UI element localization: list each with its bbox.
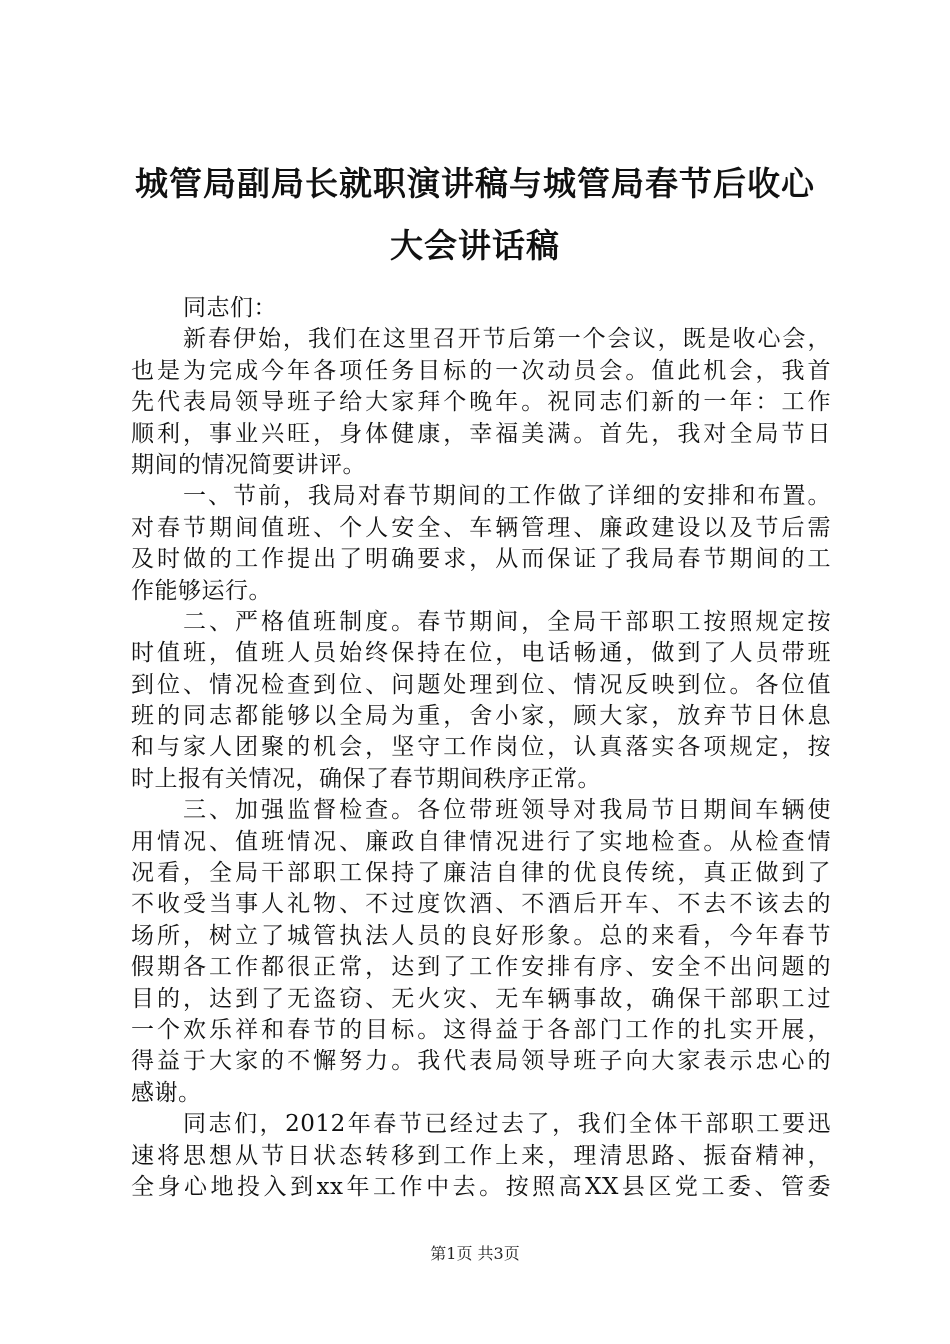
body-text-line: 时上报有关情况，确保了春节期间秩序正常。 <box>131 765 601 792</box>
body-text-line: 作能够运行。 <box>131 577 272 604</box>
body-text-line: 先代表局领导班子给大家拜个晚年。祝同志们新的一年：工作 <box>131 389 831 416</box>
body-text-line: 速将思想从节日状态转移到工作上来，理清思路、振奋精神， <box>131 1142 831 1169</box>
body-text-line: 场所，树立了城管执法人员的良好形象。总的来看，今年春节 <box>131 922 831 949</box>
body-text-line: 新春伊始，我们在这里召开节后第一个会议，既是收心会， <box>183 326 831 353</box>
body-text-line: 班的同志都能够以全局为重，舍小家，顾大家，放弃节日休息 <box>131 703 831 730</box>
body-text-line: 也是为完成今年各项任务目标的一次动员会。值此机会，我首 <box>131 357 831 384</box>
document-title-line-1: 城管局副局长就职演讲稿与城管局春节后收心 <box>135 164 815 203</box>
body-text-line: 假期各工作都很正常，达到了工作安排有序、安全不出问题的 <box>131 954 831 981</box>
body-text-line: 全身心地投入到xx年工作中去。按照高XX县区党工委、管委 <box>131 1173 831 1200</box>
body-text-line: 同志们： <box>183 295 277 321</box>
body-text-line: 用情况、值班情况、廉政自律情况进行了实地检查。从检查情 <box>131 828 831 855</box>
body-text-line: 目的，达到了无盗窃、无火灾、无车辆事故，确保干部职工过 <box>131 985 831 1012</box>
body-text-line: 期间的情况简要讲评。 <box>131 451 366 478</box>
body-text-line: 及时做的工作提出了明确要求，从而保证了我局春节期间的工 <box>131 546 831 573</box>
body-text-line: 时值班，值班人员始终保持在位，电话畅通，做到了人员带班 <box>131 640 831 667</box>
body-text-line: 不收受当事人礼物、不过度饮酒、不酒后开车、不去不该去的 <box>131 891 831 918</box>
body-text-line: 况看，全局干部职工保持了廉洁自律的优良传统，真正做到了 <box>131 860 831 887</box>
document-body <box>131 293 831 1203</box>
body-text-line: 三、加强监督检查。各位带班领导对我局节日期间车辆使 <box>183 797 831 824</box>
body-text-line: 一、节前，我局对春节期间的工作做了详细的安排和布置。 <box>183 483 831 510</box>
page-footer: 第1页 共3页 <box>430 1244 520 1263</box>
body-text-line: 同志们，2012年春节已经过去了，我们全体干部职工要迅 <box>183 1111 831 1138</box>
body-text-line: 到位、情况检查到位、问题处理到位、情况反映到位。各位值 <box>131 671 831 698</box>
body-text-line: 顺利，事业兴旺，身体健康，幸福美满。首先，我对全局节日 <box>131 420 831 447</box>
body-text-line: 对春节期间值班、个人安全、车辆管理、廉政建设以及节后需 <box>131 514 831 541</box>
document-title-line-2: 大会讲话稿 <box>390 226 560 265</box>
body-text-line: 一个欢乐祥和春节的目标。这得益于各部门工作的扎实开展， <box>131 1016 831 1043</box>
body-text-line: 和与家人团聚的机会，坚守工作岗位，认真落实各项规定，按 <box>131 734 831 761</box>
body-text-line: 得益于大家的不懈努力。我代表局领导班子向大家表示忠心的 <box>131 1048 831 1075</box>
body-text-line: 感谢。 <box>131 1079 202 1106</box>
body-text-line: 二、严格值班制度。春节期间，全局干部职工按照规定按 <box>183 608 831 635</box>
